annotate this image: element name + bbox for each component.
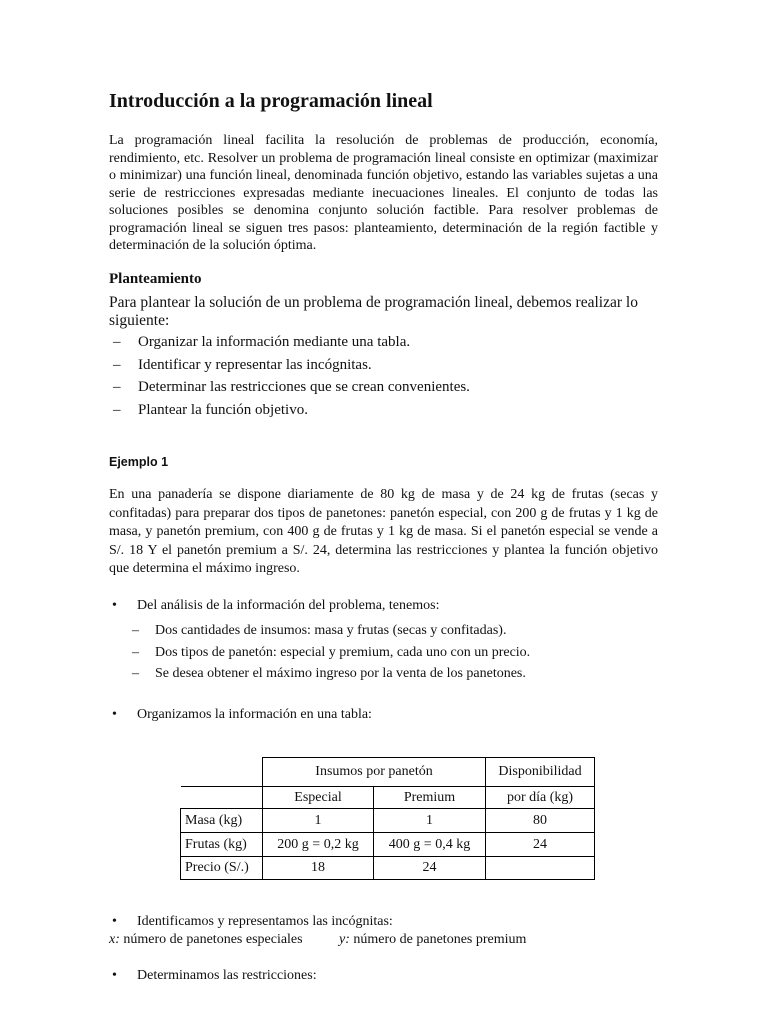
dash-marker: – [132,666,139,681]
table-row: Frutas (kg) 200 g = 0,2 kg 400 g = 0,4 kg 24 [181,833,595,857]
planteamiento-text: Para plantear la solución de un problema de programación lineal, debemos realizar lo siguiente: [109,294,638,329]
dash-marker: – [113,401,121,418]
bullet-marker: • [112,968,117,983]
list-item: – Organizar la información mediante una tabla. [109,331,470,354]
table-empty-cell [181,787,263,809]
planteamiento-heading: Planteamiento [109,271,202,287]
constraints-lead: Determinamos las restricciones: [137,968,317,983]
dash-marker: – [132,644,139,660]
y-definition: y: número de panetones premium [339,932,527,947]
x-definition: x: número de panetones especiales [109,932,303,947]
bullet-marker: • [112,598,117,613]
table-row: Precio (S/.) 18 24 [181,857,595,880]
table-col-especial: Especial [263,787,374,809]
analysis-list [130,620,530,685]
unknowns-lead: Identificamos y representamos las incógnitas: [137,914,393,929]
list-item: – Dos tipos de panetón: especial y premium, cada uno con un precio. [130,642,530,664]
example-heading: Ejemplo 1 [109,455,169,469]
table-disp-header: Disponibilidad [486,758,595,787]
dash-marker: – [113,334,121,350]
bullet-marker: • [112,914,117,929]
dash-marker: – [113,356,121,373]
list-item: – Dos cantidades de insumos: masa y frutas (secas y confitadas). [130,620,530,642]
bullet-marker: • [112,707,117,722]
table-row: Masa (kg) 1 1 80 [181,809,595,833]
list-item: – Plantear la función objetivo. [109,399,470,422]
table-col-premium: Premium [374,787,486,809]
dash-marker: – [132,623,139,638]
table-group-header: Insumos por panetón [263,758,486,787]
dash-marker: – [113,379,121,395]
data-table [180,757,595,880]
analysis-lead: Del análisis de la información del problema, tenemos: [137,598,440,613]
page-title: Introducción a la programación lineal [109,90,433,112]
steps-list [109,331,470,421]
intro-paragraph: La programación lineal facilita la resolución de problemas de producción, economía, rendimiento, etc. Resolver un problema de programación lineal consiste en optimizar (maximizar o minimizar) una función lineal, denominada función objetivo, estando las variables sujetas a una serie de restricciones expresadas mediante inecuaciones lineales. El conjunto de todas las soluciones posibles se denomina conjunto solución factible. Para resolver problemas de programación lineal se siguen tres pasos: planteamiento, determinación de la región factible y determinación de la solución óptima. [109,133,658,253]
list-item: – Determinar las restricciones que se crean convenientes. [109,376,470,399]
table-empty-cell [181,758,263,787]
list-item: – Se desea obtener el máximo ingreso por la venta de los panetones. [130,663,530,685]
example-paragraph: En una panadería se dispone diariamente de 80 kg de masa y de 24 kg de frutas (secas y confitadas) para preparar dos tipos de panetones: panetón especial, con 200 g de frutas y 1 kg de masa, y panetón premium, con 400 g de frutas y 1 kg de masa. Si el panetón especial se vende a S/. 18 Y el panetón premium a S/. 24, determina las restricciones y plantea la función objetivo que determina el máximo ingreso. [109,487,658,577]
table-lead: Organizamos la información en una tabla: [137,707,372,722]
table-disp-subheader: por día (kg) [486,787,595,809]
list-item: – Identificar y representar las incógnitas. [109,354,470,377]
